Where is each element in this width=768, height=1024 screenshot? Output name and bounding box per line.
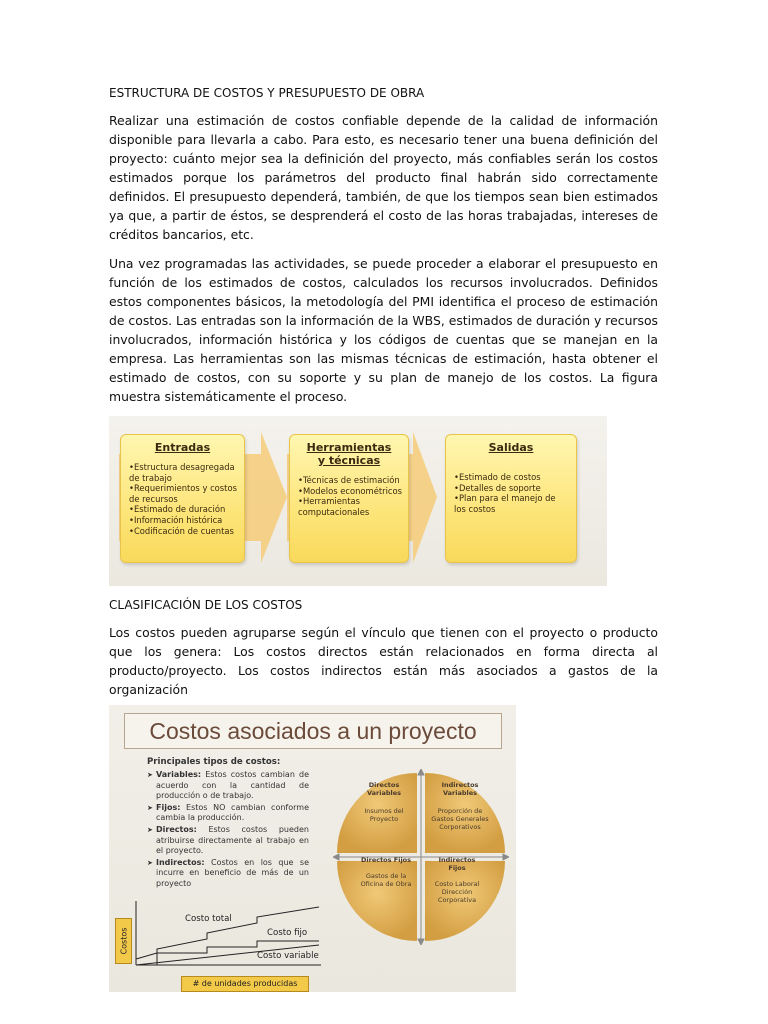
list-item: •Herramientas computacionales <box>298 496 370 517</box>
list-item: •Requerimientos y costos de recursos <box>129 483 237 504</box>
section-heading-clasificacion: CLASIFICACIÓN DE LOS COSTOS <box>109 598 303 612</box>
quadrant-body: Gastos de la Oficina de Obra <box>360 872 412 888</box>
quadrant-body: Costo Laboral Dirección Corporativa <box>434 880 480 904</box>
process-figure <box>109 416 607 586</box>
quadrant-head: Directos Variables <box>366 781 402 797</box>
list-item: •Técnicas de estimación <box>298 475 400 485</box>
quadrant-head: Directos Fijos <box>360 856 412 864</box>
salidas-list <box>446 472 576 514</box>
quadrant-label-if <box>429 856 485 904</box>
paragraph-estimacion: Realizar una estimación de costos confiable depende de la calidad de información disponible para llevarla a cabo. Para esto, es necesario tener una buena definición del proyecto: cuánto mejor sea la definición del proyecto, más confiables serán los costos estimados porque los parámetros del producto final habrán sido correctamente definidos. El presupuesto dependerá, también, de que los tiempos sean bien estimados ya que, a partir de éstos, se desprenderá el costo de las horas trabajadas, intereses de créditos bancarios, etc. <box>109 113 658 242</box>
cost-types-heading: Principales tipos de costos: <box>147 757 281 767</box>
cost-type-desc: Estos costos cambian de acuerdo con la cantidad de producción o de trabajo. <box>156 770 309 801</box>
x-axis-label: # de unidades producidas <box>192 979 298 988</box>
costs-figure <box>109 705 516 992</box>
quadrant-head: Indirectos Variables <box>441 781 479 797</box>
y-axis-label: Costos <box>119 927 128 955</box>
salidas-title: Salidas <box>488 441 534 454</box>
entradas-title: Entradas <box>154 441 211 454</box>
costo-fijo-label: Costo fijo <box>267 928 308 938</box>
cost-type-desc: Estos costos pueden atribuirse directamente al trabajo en el proyecto. <box>156 824 309 856</box>
section-heading-estructura: ESTRUCTURA DE COSTOS Y PRESUPUESTO DE OBRA <box>109 86 425 100</box>
entradas-box <box>120 434 245 563</box>
herramientas-title: Herramientas y técnicas <box>306 441 392 467</box>
entradas-list <box>121 462 244 536</box>
list-item: •Codificación de cuentas <box>129 525 234 536</box>
cost-type-name: Indirectos: <box>156 857 205 867</box>
herramientas-list <box>290 475 408 517</box>
paragraph-clasificacion: Los costos pueden agruparse según el vínculo que tienen con el proyecto o producto que los genera: Los costos directos están relacionados en forma directa al producto/proyecto. Los costos indirectos están más asociados a gastos de la organización <box>109 625 658 697</box>
list-item <box>147 858 309 890</box>
list-item: •Estimado de duración <box>129 504 226 515</box>
quadrant-label-dv <box>355 781 413 823</box>
herramientas-box <box>289 434 409 563</box>
cost-type-name: Directos: <box>156 824 197 834</box>
list-item: •Estructura desagregada de trabajo <box>129 462 235 483</box>
list-item: •Detalles de soporte <box>454 482 541 493</box>
x-axis-label-box <box>181 976 309 992</box>
list-item: •Estimado de costos <box>454 472 541 482</box>
list-item: •Información histórica <box>129 514 223 525</box>
document-page <box>109 86 658 992</box>
salidas-box <box>445 434 577 563</box>
cost-type-desc: Estos NO cambian conforme cambia la producción. <box>156 802 309 823</box>
list-item: •Plan para el manejo de los costos <box>454 493 556 514</box>
cost-type-desc: Costos en los que se incurre en beneficio de más de un proyecto <box>156 857 309 888</box>
list-item <box>147 825 309 857</box>
paragraph-presupuesto: Una vez programadas las actividades, se puede proceder a elaborar el presupuesto en función de los estimados de costos, calculados los recursos involucrados. Definidos estos componentes básicos, la metodología del PMI identifica el proceso de estimación de costos. Las entradas son la información de la WBS, estimados de duración y recursos involucrados, información histórica y los códigos de cuentas que se manejan en la empresa. Las herramientas son las mismas técnicas de estimación, hasta obtener el estimado de costos, con su soporte y su plan de manejo de los costos. La figura muestra sistemáticamente el proceso. <box>109 256 659 404</box>
cost-type-name: Variables: <box>156 770 202 779</box>
quadrant-label-iv <box>429 781 491 831</box>
list-item: •Modelos econométricos <box>298 485 403 496</box>
quadrant-head: Indirectos Fijos <box>438 856 476 872</box>
quadrant-body: Proporción de Gastos Generales Corporativos <box>431 807 489 831</box>
y-axis-label-box <box>115 918 132 964</box>
list-item <box>147 770 309 802</box>
quadrant-body: Insumos del Proyecto <box>364 807 404 823</box>
costo-variable-label: Costo variable <box>257 951 319 961</box>
list-item <box>147 803 309 824</box>
quadrant-label-df <box>359 856 413 888</box>
cost-type-name: Fijos: <box>156 802 181 812</box>
cost-types-list <box>147 757 309 891</box>
costo-total-label: Costo total <box>185 914 232 924</box>
figure-title: Costos asociados a un proyecto <box>124 713 502 749</box>
